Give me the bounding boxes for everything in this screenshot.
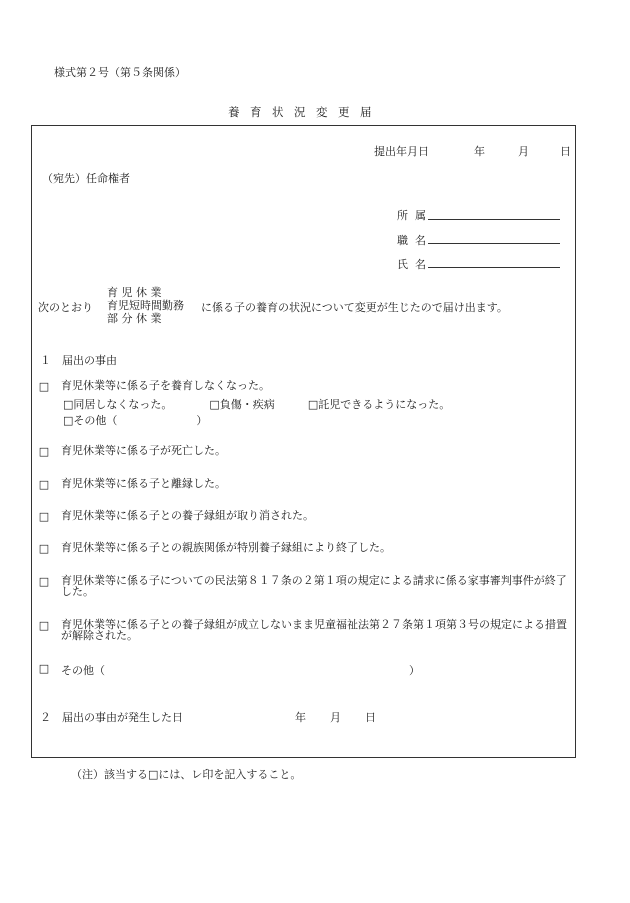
leave-type-childcare: 育 児 休 業 bbox=[107, 286, 162, 299]
reason-6: 育児休業等に係る子についての民法第８１７条の２第１項の規定による請求に係る家事審判事件が終了した。 bbox=[61, 574, 567, 598]
submit-date-day: 日 bbox=[560, 145, 571, 158]
reason-other: その他（ bbox=[61, 664, 105, 677]
intro-suffix: に係る子の養育の状況について変更が生じたので届け出ます。 bbox=[201, 301, 508, 314]
section1-heading: １ 届出の事由 bbox=[40, 354, 117, 367]
affiliation-label: 所属 bbox=[397, 209, 433, 222]
leave-type-short-hours: 育児短時間勤務 bbox=[107, 299, 184, 312]
name-label: 氏名 bbox=[397, 258, 433, 271]
form-title: 養育状況変更届 bbox=[228, 105, 382, 119]
sub-option-daycare[interactable]: □託児できるようになった。 bbox=[307, 398, 451, 411]
position-field[interactable] bbox=[428, 243, 560, 244]
footnote: （注）該当する□には、レ印を記入すること。 bbox=[71, 768, 302, 781]
sub-option-other-close: ） bbox=[196, 414, 208, 427]
reason-5: 育児休業等に係る子との親族関係が特別養子縁組により終了した。 bbox=[61, 541, 391, 554]
occurrence-day: 日 bbox=[365, 711, 376, 724]
name-field[interactable] bbox=[428, 267, 560, 268]
reason-7: 育児休業等に係る子との養子縁組が成立しないまま児童福祉法第２７条第１項第３号の規定による措置が解除された。 bbox=[61, 618, 567, 642]
position-label: 職名 bbox=[397, 234, 433, 247]
submit-date-label: 提出年月日 bbox=[374, 145, 429, 158]
addressee: （宛先）任命権者 bbox=[42, 172, 130, 185]
occurrence-month: 月 bbox=[330, 711, 341, 724]
affiliation-field[interactable] bbox=[428, 219, 560, 220]
reason-checkbox-2[interactable]: □ bbox=[38, 445, 50, 458]
reason-3: 育児休業等に係る子と離縁した。 bbox=[61, 477, 226, 490]
sub-option-other-checkbox[interactable]: □その他（ bbox=[63, 414, 118, 427]
sub-option-other bbox=[63, 412, 207, 428]
submit-date bbox=[374, 143, 571, 159]
occurrence-year: 年 bbox=[295, 711, 306, 724]
section2-heading: ２ 届出の事由が発生した日 bbox=[40, 711, 183, 724]
form-number: 様式第２号（第５条関係） bbox=[54, 66, 186, 79]
submit-date-year: 年 bbox=[474, 145, 485, 158]
reason-other-close: ） bbox=[409, 664, 420, 677]
reason-checkbox-other[interactable]: □ bbox=[38, 662, 50, 675]
reason-checkbox-3[interactable]: □ bbox=[38, 478, 50, 491]
reason-checkbox-4[interactable]: □ bbox=[38, 510, 50, 523]
reason-checkbox-5[interactable]: □ bbox=[38, 542, 50, 555]
reason-checkbox-1[interactable]: □ bbox=[38, 380, 50, 393]
leave-type-list bbox=[107, 286, 184, 325]
sub-option-row bbox=[63, 396, 450, 412]
submit-date-month: 月 bbox=[518, 145, 529, 158]
reason-1: 育児休業等に係る子を養育しなくなった。 bbox=[61, 379, 270, 392]
sub-option-injury[interactable]: □負傷・疾病 bbox=[209, 398, 275, 411]
leave-type-partial: 部 分 休 業 bbox=[107, 312, 162, 325]
reason-checkbox-7[interactable]: □ bbox=[38, 619, 50, 632]
sub-option-no-cohabit[interactable]: □同居しなくなった。 bbox=[63, 398, 173, 411]
reason-2: 育児休業等に係る子が死亡した。 bbox=[61, 444, 226, 457]
reason-4: 育児休業等に係る子との養子縁組が取り消された。 bbox=[61, 509, 314, 522]
reason-checkbox-6[interactable]: □ bbox=[38, 575, 50, 588]
intro-prefix: 次のとおり bbox=[38, 301, 93, 314]
